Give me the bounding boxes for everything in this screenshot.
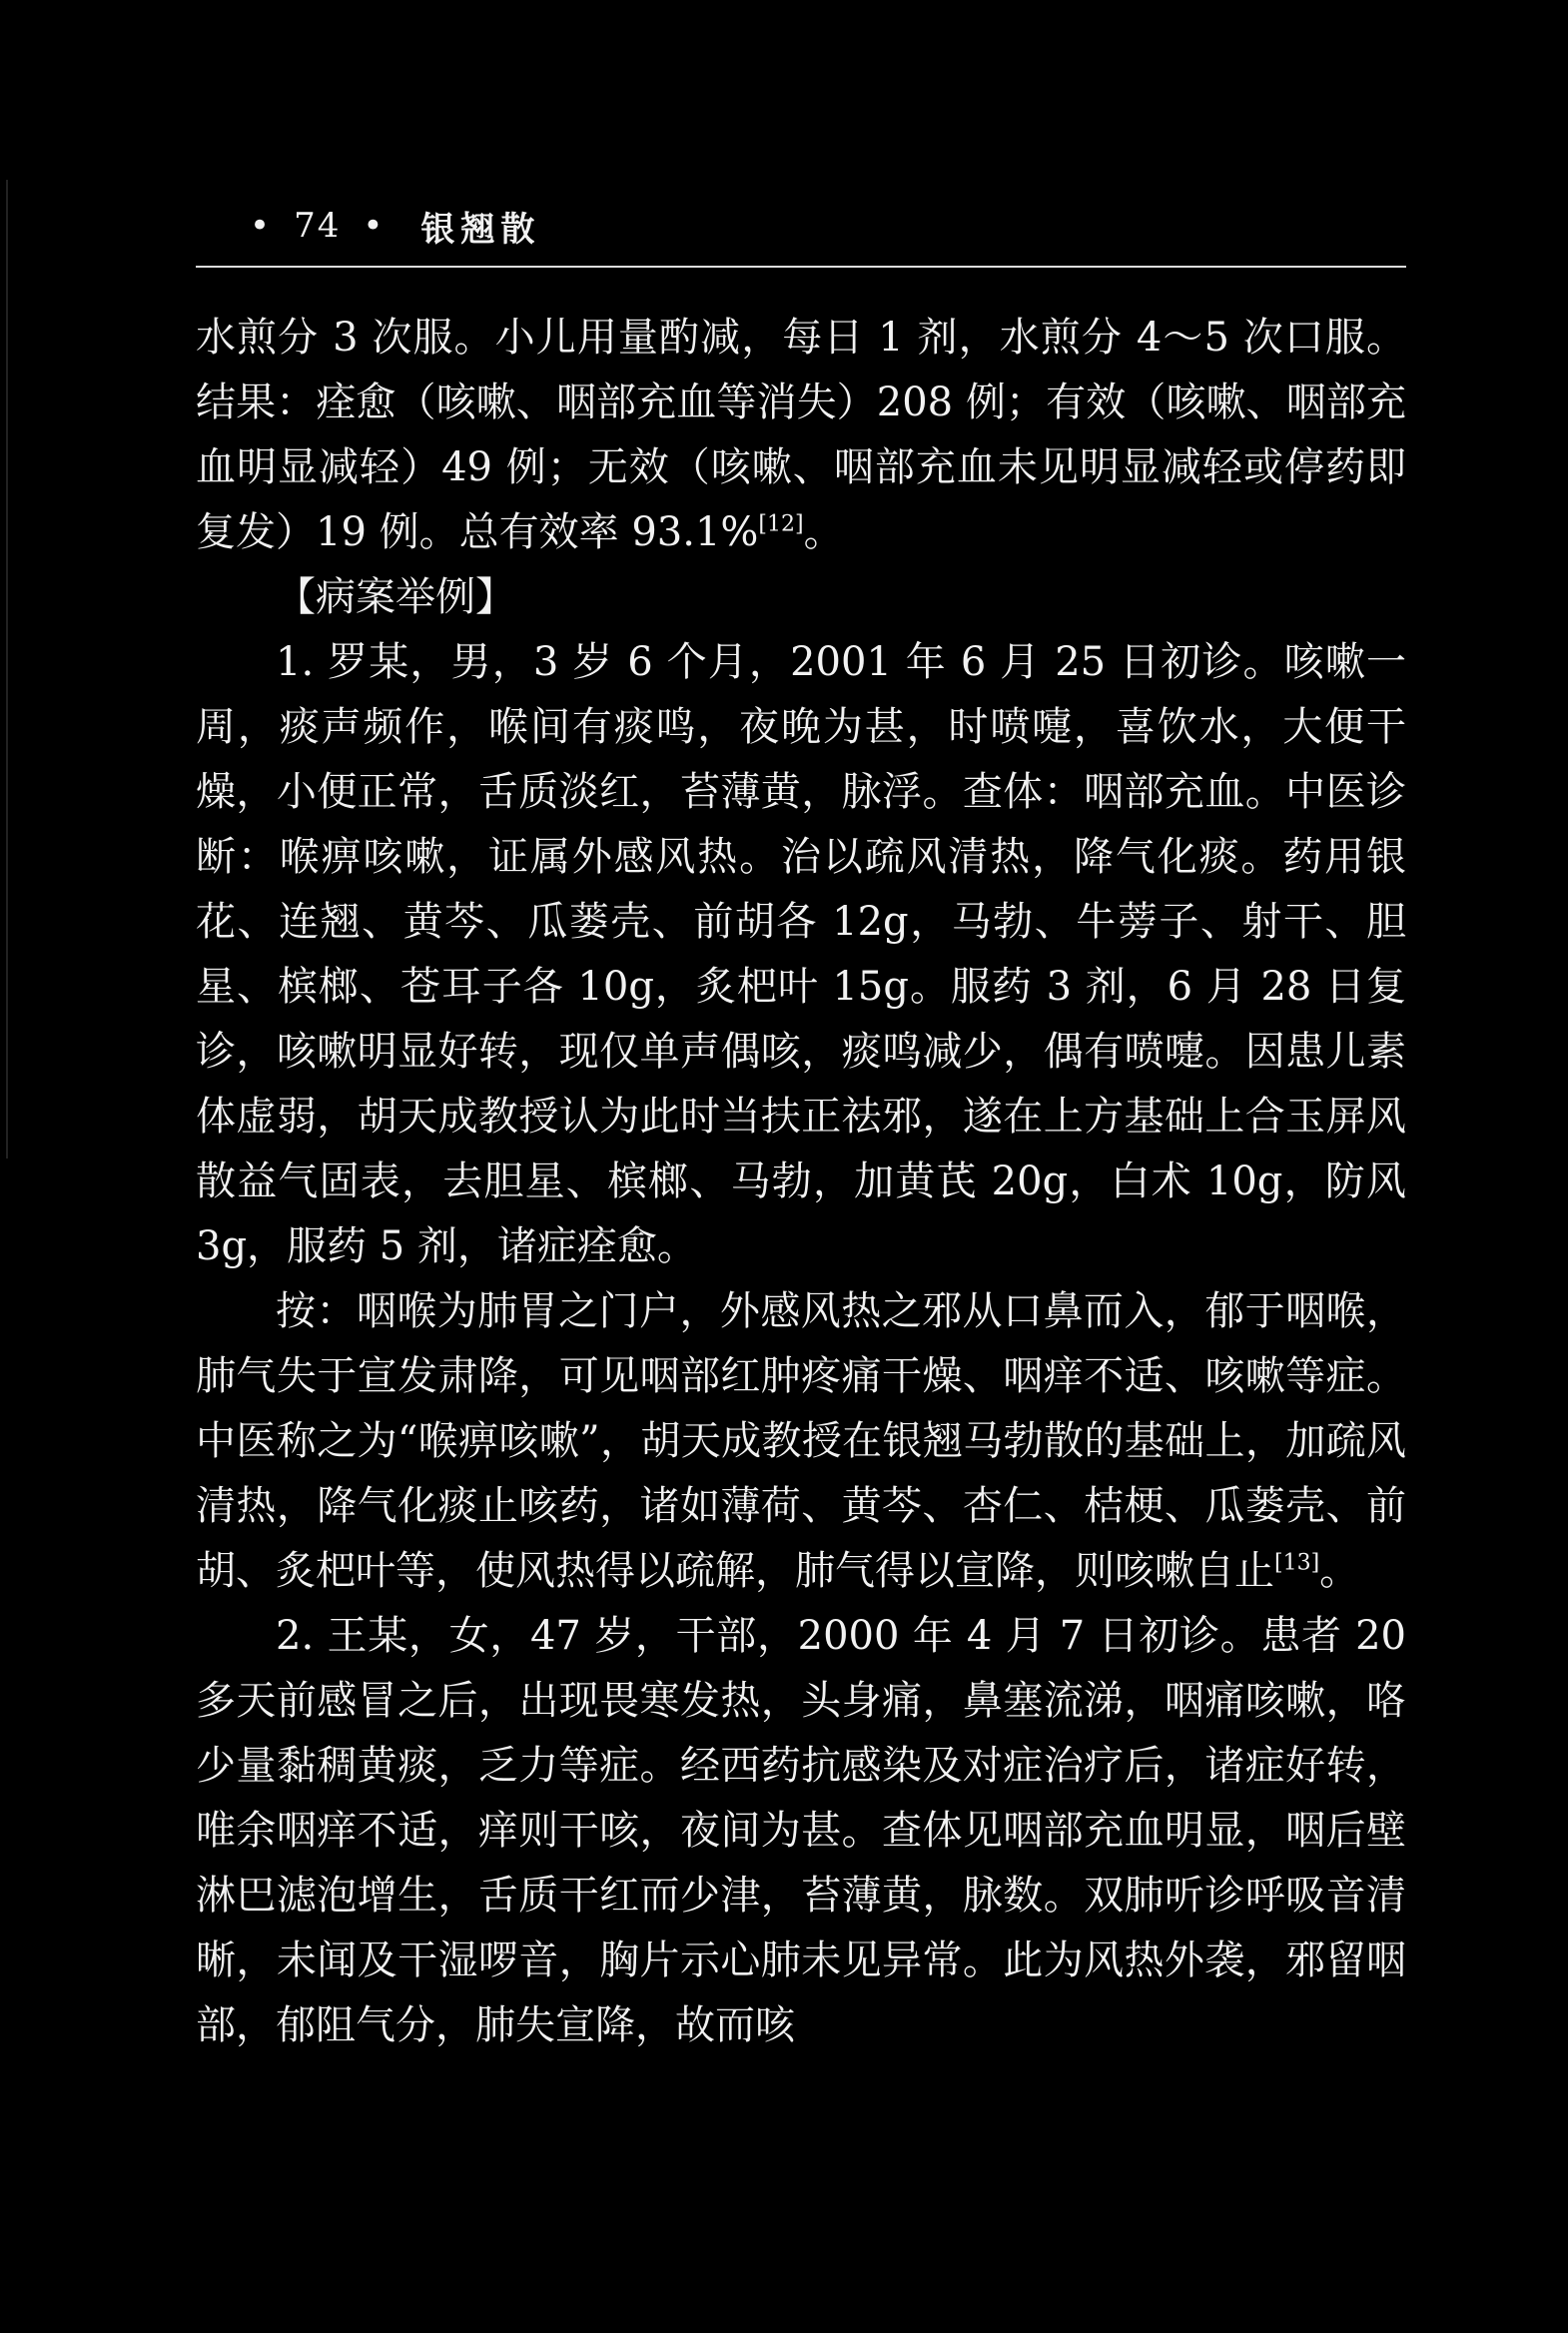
citation-ref: [12] — [758, 511, 804, 537]
paragraph-case-2: 2. 王某，女，47 岁，干部，2000 年 4 月 7 日初诊。患者 20 多天前感冒之后，出现畏寒发热，头身痛，鼻塞流涕，咽痛咳嗽，咯少量黏稠黄痰，乏力等症。经西药抗感染及对症治疗后，诸症好转，唯余咽痒不适，痒则干咳，夜间为甚。查体见咽部充血明显，咽后壁淋巴滤泡增生，舌质干红而少津，苔薄黄，脉数。双肺听诊呼吸音清晰，未闻及干湿啰音，胸片示心肺未见异常。此为风热外袭，邪留咽部，郁阻气分，肺失宣降，故而咳 — [196, 1613, 1406, 2048]
book-title: 银翘散 — [420, 209, 541, 250]
page-body — [196, 306, 1406, 2058]
scan-edge-line — [6, 180, 8, 1159]
paragraph-commentary: 按：咽喉为肺胃之门户，外感风热之邪从口鼻而入，郁于咽喉，肺气失于宣发肃降，可见咽部红肿疼痛干燥、咽痒不适、咳嗽等症。中医称之为“喉痹咳嗽”，胡天成教授在银翘马勃散的基础上，加疏风清热，降气化痰止咳药，诸如薄荷、黄芩、杏仁、桔梗、瓜蒌壳、前胡、炙杷叶等，使风热得以疏解，肺气得以宣降，则咳嗽自止[13]。 — [196, 1288, 1406, 1594]
paragraph-case-1: 1. 罗某，男，3 岁 6 个月，2001 年 6 月 25 日初诊。咳嗽一周，痰声频作，喉间有痰鸣，夜晚为甚，时喷嚏，喜饮水，大便干燥，小便正常，舌质淡红，苔薄黄，脉浮。查体：咽部充血。中医诊断：喉痹咳嗽，证属外感风热。治以疏风清热，降气化痰。药用银花、连翘、黄芩、瓜蒌壳、前胡各 12g，马勃、牛蒡子、射干、胆星、槟榔、苍耳子各 10g，炙杷叶 15g。服药 3 剂，6 月 28 日复诊，咳嗽明显好转，现仅单声偶咳，痰鸣减少，偶有喷嚏。因患儿素体虚弱，胡天成教授认为此时当扶正祛邪，遂在上方基础上合玉屏风散益气固表，去胆星、槟榔、马勃，加黄芪 20g，白术 10g，防风 3g，服药 5 剂，诸症痊愈。 — [196, 639, 1406, 1269]
header-bullet-left: • — [250, 206, 273, 246]
header-rule — [196, 266, 1406, 268]
header-bullet-right: • — [363, 206, 386, 246]
citation-ref: [13] — [1274, 1550, 1320, 1576]
section-heading-case-examples: 【病案举例】 — [276, 574, 515, 620]
paragraph-results: 水煎分 3 次服。小儿用量酌减，每日 1 剂，水煎分 4～5 次口服。结果：痊愈（咳嗽、咽部充血等消失）208 例；有效（咳嗽、咽部充血明显减轻）49 例；无效（咳嗽、咽部充血未见明显减轻或停药即复发）19 例。总有效率 93.1%[12]。 — [196, 315, 1406, 555]
running-header — [228, 196, 540, 256]
page-number: 74 — [294, 206, 342, 246]
